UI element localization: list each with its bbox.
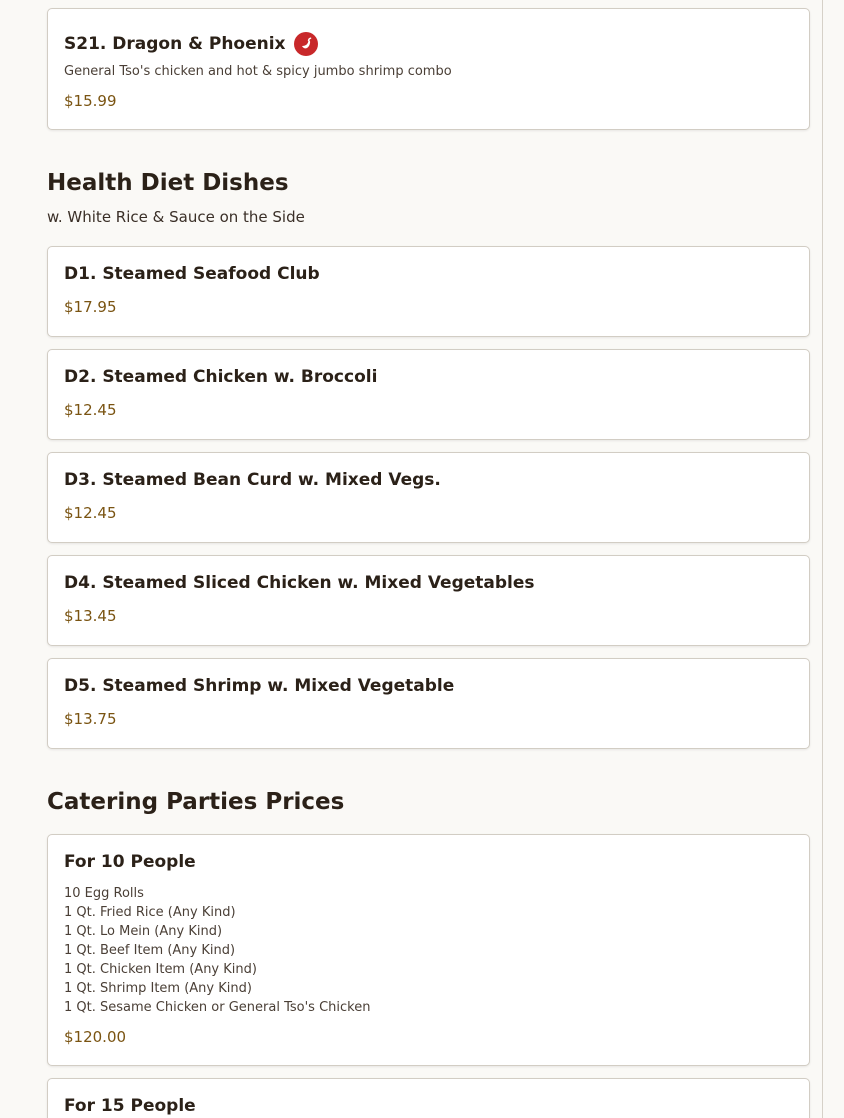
description-line: 1 Qt. Shrimp Item (Any Kind) (64, 981, 252, 996)
item-price: $12.45 (64, 504, 117, 522)
description-line: 1 Qt. Fried Rice (Any Kind) (64, 905, 236, 920)
item-name: D1. Steamed Seafood Club (64, 264, 320, 284)
item-price: $120.00 (64, 1028, 127, 1046)
section-title: Catering Parties Prices (47, 789, 345, 815)
item-name: D5. Steamed Shrimp w. Mixed Vegetable (64, 676, 455, 696)
item-name: D4. Steamed Sliced Chicken w. Mixed Vegetables (64, 573, 535, 593)
item-description: General Tso's chicken and hot & spicy jumbo shrimp combo (64, 64, 452, 79)
description-line: 1 Qt. Chicken Item (Any Kind) (64, 962, 257, 977)
item-name: For 15 People (64, 1096, 196, 1116)
item-price: $13.75 (64, 710, 117, 728)
item-description (64, 884, 370, 1017)
chili-pepper-icon (294, 32, 318, 56)
section-subtitle: w. White Rice & Sauce on the Side (47, 208, 305, 226)
item-price: $15.99 (64, 92, 117, 110)
item-name: D2. Steamed Chicken w. Broccoli (64, 367, 378, 387)
item-name: S21. Dragon & Phoenix (64, 34, 286, 54)
item-price: $13.45 (64, 607, 117, 625)
right-edge-divider (822, 0, 823, 1118)
description-line: 1 Qt. Lo Mein (Any Kind) (64, 924, 223, 939)
menu-item-card[interactable] (47, 1078, 810, 1118)
menu-item-card[interactable] (47, 658, 810, 749)
menu-item-card[interactable] (47, 555, 810, 646)
menu-item-card[interactable] (47, 452, 810, 543)
item-name: For 10 People (64, 852, 196, 872)
item-price: $17.95 (64, 298, 117, 316)
menu-item-card[interactable] (47, 8, 810, 130)
item-name: D3. Steamed Bean Curd w. Mixed Vegs. (64, 470, 441, 490)
item-price: $12.45 (64, 401, 117, 419)
item-name-row (64, 32, 318, 56)
description-line: 10 Egg Rolls (64, 886, 144, 901)
menu-item-card[interactable] (47, 246, 810, 337)
menu-item-card[interactable] (47, 834, 810, 1066)
description-line: 1 Qt. Beef Item (Any Kind) (64, 943, 236, 958)
description-line: 1 Qt. Sesame Chicken or General Tso's Chicken (64, 1000, 371, 1015)
section-title: Health Diet Dishes (47, 170, 289, 196)
menu-item-card[interactable] (47, 349, 810, 440)
